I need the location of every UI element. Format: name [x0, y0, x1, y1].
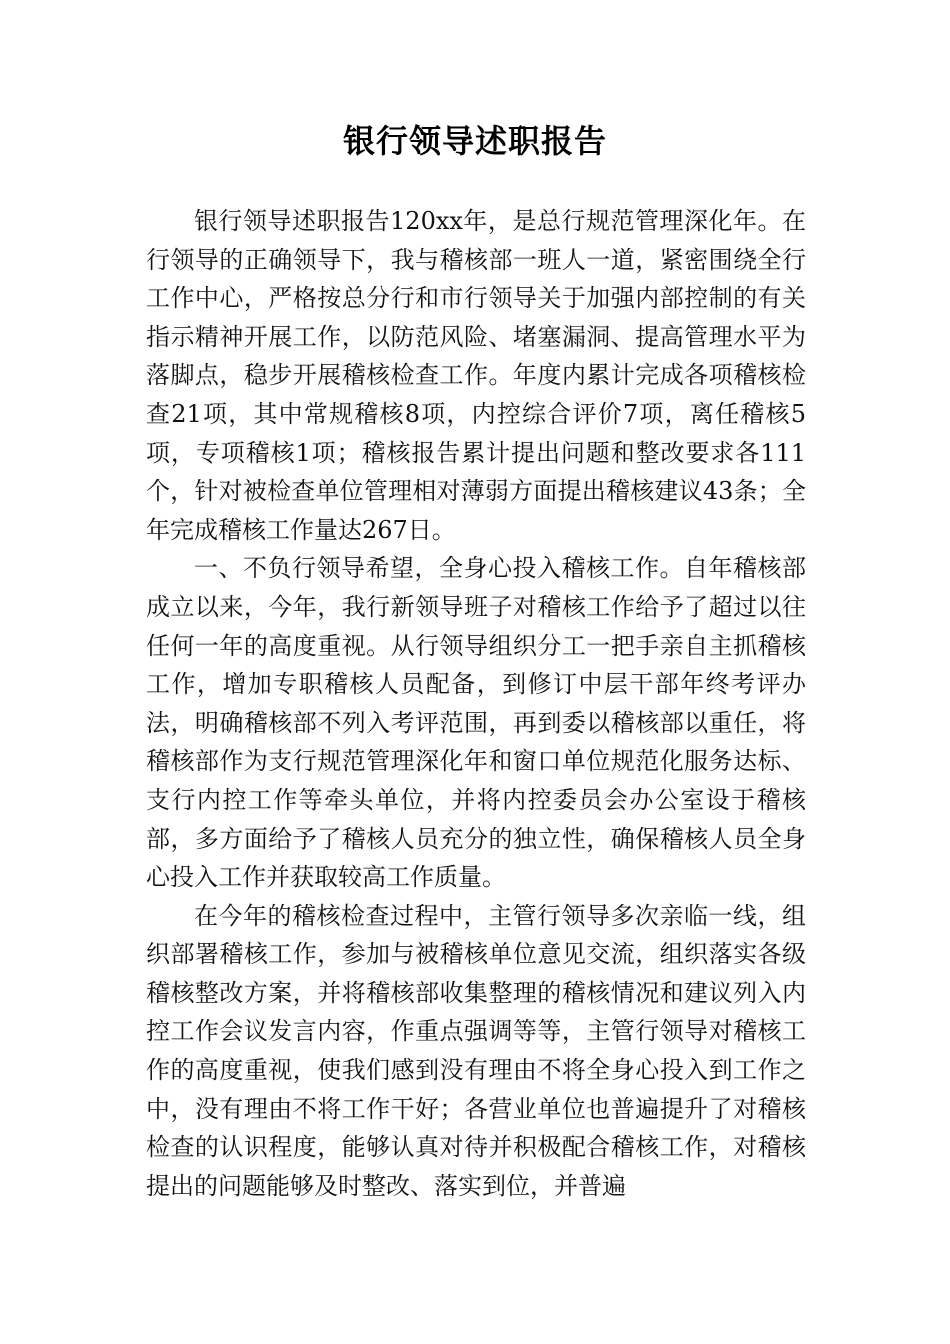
document-title: 银行领导述职报告 [342, 122, 607, 160]
paragraph-3: 在今年的稽核检查过程中，主管行领导多次亲临一线，组织部署稽核工作，参加与被稽核单位意见交流，组织落实各级稽核整改方案，并将稽核部收集整理的稽核情况和建议列入内控工作会议发言内容，作重点强调等等，主管行领导对稽核工作的高度重视，使我们感到没有理由不将全身心投入到工作之中，没有理由不将工作干好；各营业单位也普遍提升了对稽核检查的认识程度，能够认真对待并积极配合稽核工作，对稽核提出的问题能够及时整改、落实到位，并普遍 [146, 901, 806, 1200]
document-body [146, 202, 806, 1205]
paragraph-2: 一、不负行领导希望，全身心投入稽核工作。自年稽核部成立以来，今年，我行新领导班子对稽核工作给予了超过以往任何一年的高度重视。从行领导组织分工一把手亲自主抓稽核工作，增加专职稽核人员配备，到修订中层干部年终考评办法，明确稽核部不列入考评范围，再到委以稽核部以重任，将稽核部作为支行规范管理深化年和窗口单位规范化服务达标、支行内控工作等牵头单位，并将内控委员会办公室设于稽核部，多方面给予了稽核人员充分的独立性，确保稽核人员全身心投入工作并获取较高工作质量。 [146, 554, 806, 892]
paragraph-1: 银行领导述职报告120xx年，是总行规范管理深化年。在行领导的正确领导下，我与稽核部一班人一道，紧密围绕全行工作中心，严格按总分行和市行领导关于加强内部控制的有关指示精神开展工作，以防范风险、堵塞漏洞、提高管理水平为落脚点，稳步开展稽核检查工作。年度内累计完成各项稽核检查21项，其中常规稽核8项，内控综合评价7项，离任稽核5项，专项稽核1项；稽核报告累计提出问题和整改要求各111个，针对被检查单位管理相对薄弱方面提出稽核建议43条；全年完成稽核工作量达267日。 [146, 207, 806, 544]
